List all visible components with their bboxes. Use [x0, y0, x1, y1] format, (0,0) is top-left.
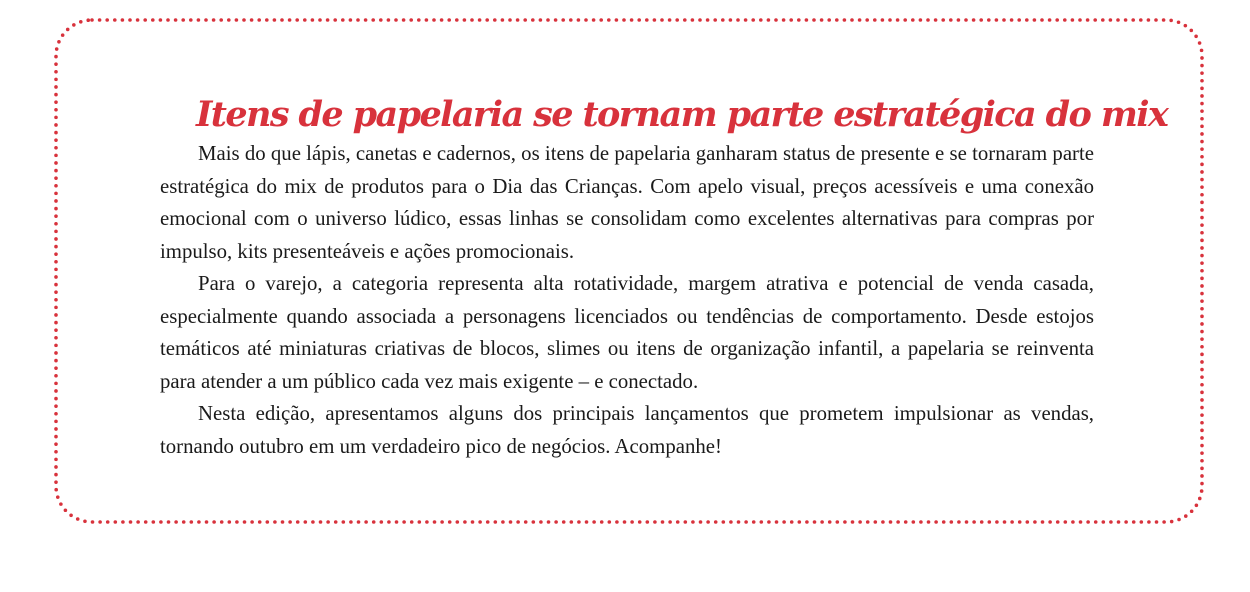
- article-paragraph: Nesta edição, apresentamos alguns dos principais lançamentos que prometem impulsionar as vendas, tornando outubro em um verdadeiro pico de negócios. Acompanhe!: [160, 402, 1094, 458]
- article-paragraph: Mais do que lápis, canetas e cadernos, os itens de papelaria ganharam status de presente e se tornaram parte estratégica do mix de produtos para o Dia das Crianças. Com apelo visual, preços acessíveis e uma conexão emocional com o universo lúdico, essas linhas se consolidam como excelentes alternativas para compras por impulso, kits presenteáveis e ações promocionais.: [160, 142, 1094, 263]
- article-headline: Itens de papelaria se tornam parte estratégica do mix: [196, 94, 1168, 135]
- article-paragraph: Para o varejo, a categoria representa alta rotatividade, margem atrativa e potencial de venda casada, especialmente quando associada a personagens licenciados ou tendências de comportamento. Desde estojos temáticos até miniaturas criativas de blocos, slimes ou itens de organização infantil, a papelaria se reinventa para atender a um público cada vez mais exigente – e conectado.: [160, 272, 1094, 393]
- article: [160, 92, 1168, 463]
